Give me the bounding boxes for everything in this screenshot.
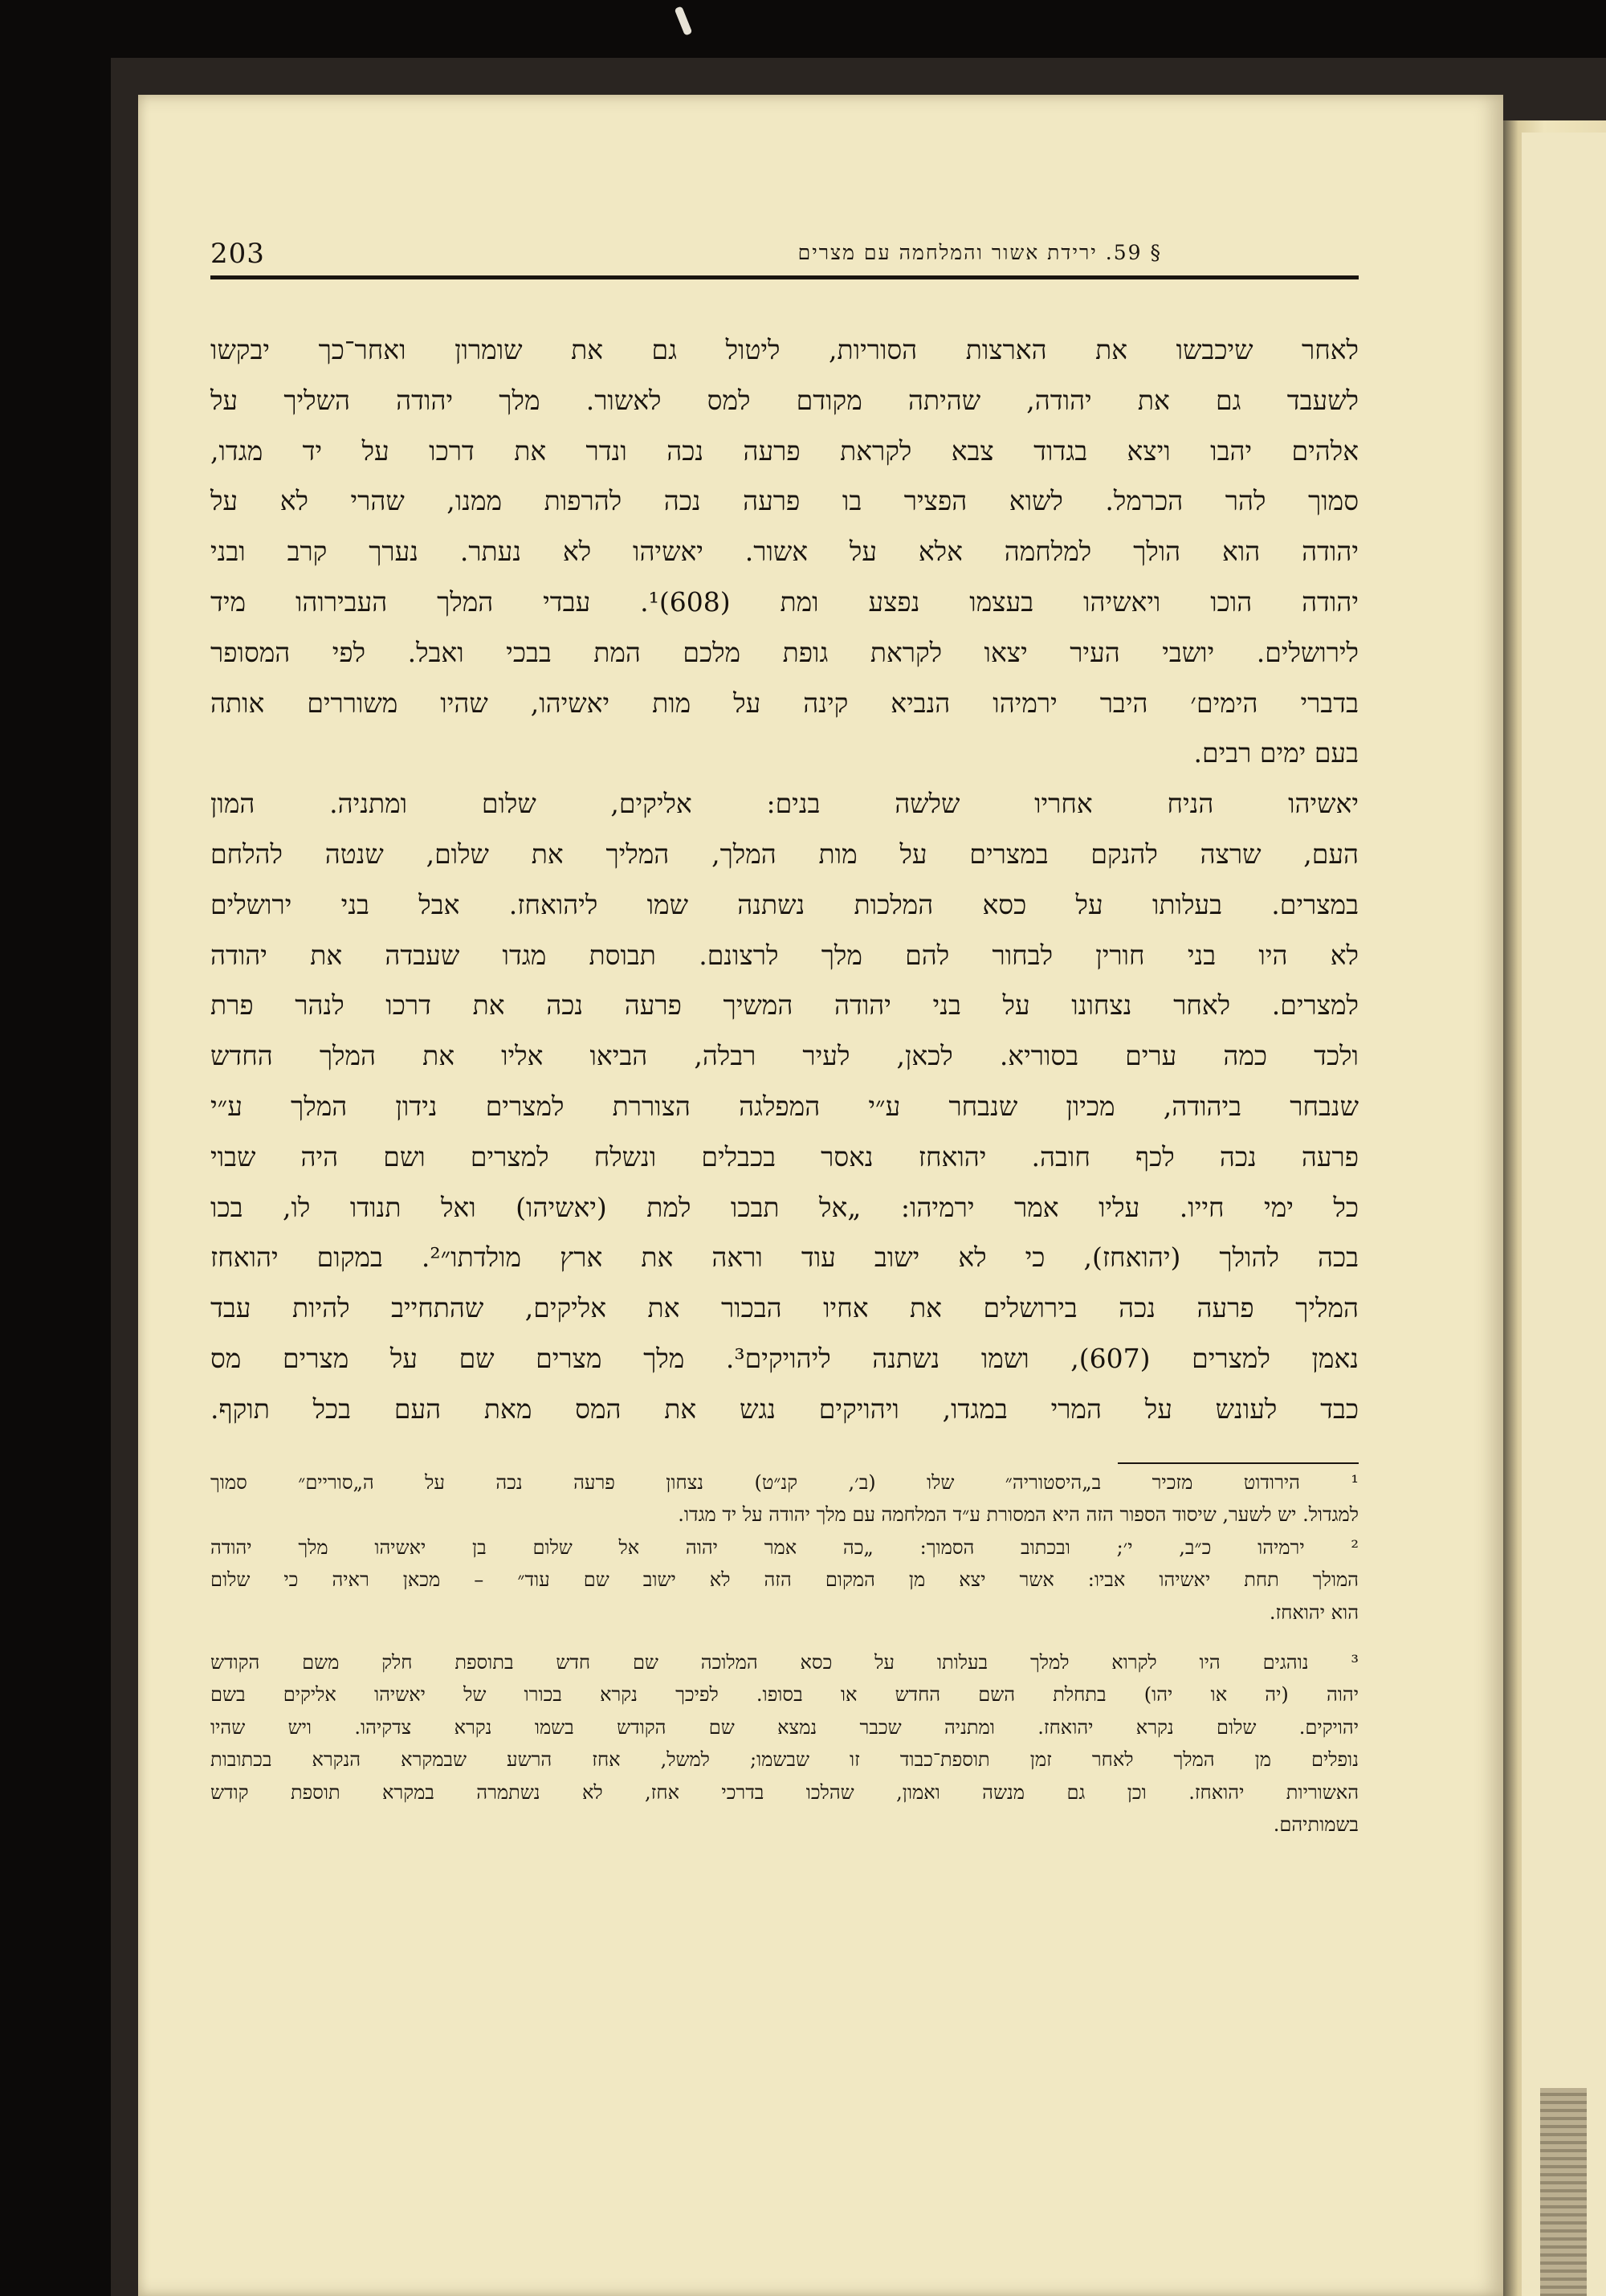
running-head: § 59. ירידת אשור והמלחמה עם מצרים — [797, 241, 1162, 264]
text-line: יהודה הוכו ויאשיהו בעצמו נפצע ומת (608)¹. עבדי המלך העבירוהו מיד — [210, 585, 1359, 618]
footnote-3-line: האשוריות יהואחז. וכן גם מנשה ואמון, שהלכו בדרכי אחז, לא נשתמרה במקרא תוספת קודש — [210, 1780, 1359, 1804]
text-line: ולכד כמה ערים בסוריא. לכאן, לעיר רבלה, הביאו אליו את המלך החדש — [210, 1040, 1359, 1072]
text-line: אלהים יהבו ויצא בגדוד צבא לקראת פרעה נכה ונדר את דרכו על יד מגדו, — [210, 434, 1359, 467]
footnote-2-line: הוא יהואחז. — [1269, 1601, 1359, 1624]
text-line: לירושלים. יושבי העיר יצאו לקראת גופת מלכם המת בבכי ואבל. לפי המסופר — [210, 636, 1359, 668]
text-line: יאשיהו הניח אחריו שלשה בנים: אליקים, שלום ומתניה. המון — [210, 788, 1359, 820]
text-line: כל ימי חייו. עליו אמר ירמיהו: „אל תבכו למת (יאשיהו) ואל תנודו לו, בכו — [210, 1191, 1359, 1223]
text-line: כבד לעונש על המרי במגדו, ויהויקים נגש את המס מאת העם בכל תוקף. — [210, 1393, 1359, 1425]
text-line: שנבחר ביהודה, מכיון שנבחר ע״י המפלגה הצוררת למצרים נידון המלך ע״י — [210, 1090, 1359, 1122]
text-line: נאמן למצרים (607), ושמו נשתנה ליהויקים³. מלך מצרים שם על מצרים מס — [210, 1342, 1359, 1374]
text-line: במצרים. בעלותו על כסא המלכות נשתנה שמו ליהואחז. אבל בני ירושלים — [210, 888, 1359, 920]
footnote-3-line: ³ נוהגים היו לקרוא למלך בעלותו על כסא המלוכה שם חדש בתוספת חלק משם הקודש — [210, 1650, 1359, 1674]
footnote-rule — [1118, 1462, 1359, 1464]
text-line: המליך פרעה נכה בירושלים את אחיו הבכור את אליקים, שהתחייב להיות עבד — [210, 1292, 1359, 1324]
text-line: בעם ימים רבים. — [1193, 737, 1359, 769]
footnotes — [210, 1466, 1359, 1841]
text-line: לאחר שיכבשו את הארצות הסוריות, ליטול גם את שומרון ואחר־כך יבקשו — [210, 334, 1359, 365]
page-header — [210, 238, 1359, 278]
text-line: בדברי הימים׳ היבר ירמיהו הנביא קינה על מות יאשיהו, שהיו משוררים אותה — [210, 687, 1359, 719]
scan-speck — [675, 6, 693, 35]
text-line: העם, שרצה להנקם במצרים על מות המלך, המליך את שלום, שנטה להלחם — [210, 838, 1359, 870]
main-text — [210, 325, 1359, 1435]
header-rule — [210, 275, 1359, 279]
footnote-1-line: ¹ הירודוט מזכיר ב„היסטוריה״ שלו (ב׳, קנ״ט) נצחון פרעה נכה על ה„סוריים״ סמוך — [210, 1471, 1359, 1494]
page-number: 203 — [210, 238, 265, 270]
bookmark-ribbon — [1540, 2088, 1587, 2296]
footnote-3-line: יהויקים. שלום נקרא יהואחז. ומתניה שכבר נמצא שם הקודש בשמו נקרא צדקיהו. ויש שהיו — [210, 1715, 1359, 1739]
footnote-1-line: למגדול. יש לשער, שיסוד הספור הזה היא המסורת ע״ד המלחמה עם מלך יהודה על יד מגדו. — [678, 1503, 1359, 1527]
text-line: סמוך להר הכרמל. לשוא הפציר בו פרעה נכה להרפות ממנו, שהרי לא על — [210, 485, 1359, 517]
footnote-3-line: נופלים מן המלך לאחר זמן תוספת־כבוד זו שבשמו; למשל, אחז הרשע שבמקרא הנקרא בכתובות — [210, 1748, 1359, 1772]
text-line: לשעבד גם את יהודה, שהיתה מקודם למס לאשור. מלך יהודה השליך על — [210, 384, 1359, 416]
footnote-3-line: בשמותיהם. — [1273, 1813, 1359, 1836]
text-line: לא היו בני חורין לבחור להם מלך לרצונם. תבוסת מגדו שעבדה את יהודה — [210, 939, 1359, 971]
facing-page-edge — [1522, 133, 1606, 2296]
footnote-2-line: המולך תחת יאשיהו אביו: אשר יצא מן המקום הזה לא ישוב שם עוד״ – מכאן ראיה כי שלום — [210, 1568, 1359, 1592]
text-line: בכה להולך (יהואחז), כי לא ישוב עוד וראה את ארץ מולדתו״². במקום יהואחז — [210, 1242, 1359, 1274]
footnote-3-line: יהוה (יה או יהו) בתחלת השם החדש או בסופו. לפיכך נקרא בכורו של יאשיהו אליקים בשם — [210, 1683, 1359, 1707]
text-line: יהודה הוא הולך למלחמה אלא על אשור. יאשיהו לא נעתר. נערך קרב ובני — [210, 536, 1359, 568]
text-line: למצרים. לאחר נצחונו על בני יהודה המשיך פרעה נכה את דרכו לנהר פרת — [210, 989, 1359, 1022]
text-line: פרעה נכה לכף חובה. יהואחז נאסר בכבלים ונשלח למצרים ושם היה שבוי — [210, 1140, 1359, 1172]
footnote-2-line: ² ירמיהו כ״ב, י׳; ובכתוב הסמוך: „כה אמר יהוה אל שלום בן יאשיהו מלך יהודה — [210, 1535, 1359, 1559]
